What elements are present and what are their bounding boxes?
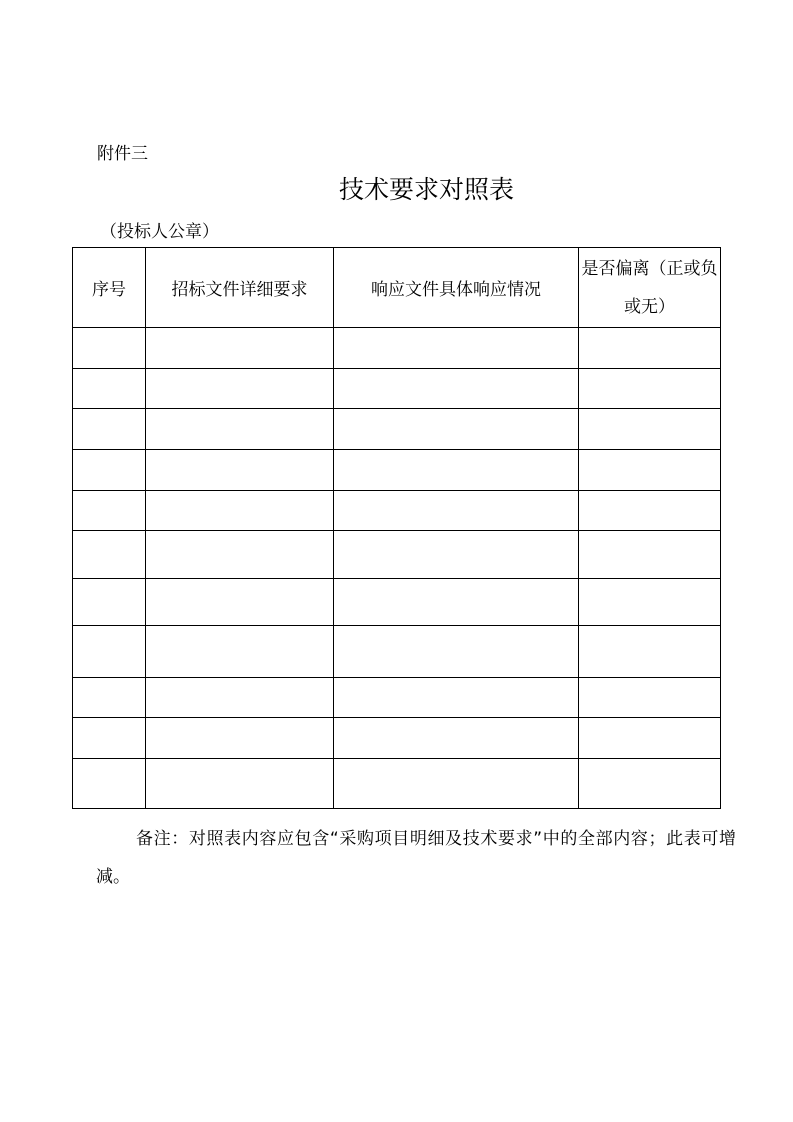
table-cell[interactable] xyxy=(146,450,334,491)
table-row xyxy=(73,369,721,409)
table-cell[interactable] xyxy=(73,626,146,678)
table-cell[interactable] xyxy=(146,369,334,409)
table-cell[interactable] xyxy=(146,328,334,369)
table-cell[interactable] xyxy=(334,678,579,718)
table-row xyxy=(73,678,721,718)
table-row xyxy=(73,531,721,579)
table-cell[interactable] xyxy=(334,579,579,626)
table-cell[interactable] xyxy=(73,491,146,531)
header-index: 序号 xyxy=(73,248,146,328)
table-row xyxy=(73,491,721,531)
table-row xyxy=(73,579,721,626)
header-tender-requirement: 招标文件详细要求 xyxy=(146,248,334,328)
table-cell[interactable] xyxy=(146,678,334,718)
table-cell[interactable] xyxy=(146,409,334,450)
page-title: 技术要求对照表 xyxy=(338,175,514,204)
table-cell[interactable] xyxy=(334,369,579,409)
table-cell[interactable] xyxy=(334,328,579,369)
table-cell[interactable] xyxy=(579,369,721,409)
header-deviation: 是否偏离（正或负或无） xyxy=(579,248,721,328)
table-cell[interactable] xyxy=(73,328,146,369)
table-cell[interactable] xyxy=(334,450,579,491)
table-cell[interactable] xyxy=(73,531,146,579)
table-cell[interactable] xyxy=(146,531,334,579)
table-cell[interactable] xyxy=(73,369,146,409)
table-cell[interactable] xyxy=(579,678,721,718)
table-cell[interactable] xyxy=(73,579,146,626)
table-cell[interactable] xyxy=(146,491,334,531)
header-response: 响应文件具体响应情况 xyxy=(334,248,579,328)
table-note: 备注：对照表内容应包含“采购项目明细及技术要求”中的全部内容；此表可增减。 xyxy=(96,829,736,887)
table-row xyxy=(73,450,721,491)
table-cell[interactable] xyxy=(334,531,579,579)
table-cell[interactable] xyxy=(334,409,579,450)
table-cell[interactable] xyxy=(73,718,146,759)
table-cell[interactable] xyxy=(579,328,721,369)
table-row xyxy=(73,328,721,369)
table-header-row xyxy=(73,248,721,328)
table-cell[interactable] xyxy=(579,531,721,579)
technical-requirements-table xyxy=(72,247,721,809)
table-cell[interactable] xyxy=(579,579,721,626)
table-row xyxy=(73,409,721,450)
table-cell[interactable] xyxy=(579,450,721,491)
table-cell[interactable] xyxy=(579,759,721,809)
table-cell[interactable] xyxy=(334,759,579,809)
table-cell[interactable] xyxy=(73,759,146,809)
table-cell[interactable] xyxy=(579,718,721,759)
table-cell[interactable] xyxy=(73,409,146,450)
table-row xyxy=(73,626,721,678)
attachment-label: 附件三 xyxy=(97,144,148,164)
table-cell[interactable] xyxy=(334,626,579,678)
table-cell[interactable] xyxy=(146,626,334,678)
table-cell[interactable] xyxy=(579,626,721,678)
table-cell[interactable] xyxy=(73,450,146,491)
table-cell[interactable] xyxy=(334,718,579,759)
table-cell[interactable] xyxy=(73,678,146,718)
table-cell[interactable] xyxy=(146,579,334,626)
table-row xyxy=(73,718,721,759)
table-cell[interactable] xyxy=(579,409,721,450)
table-cell[interactable] xyxy=(579,491,721,531)
bidder-seal-label: （投标人公章） xyxy=(100,222,219,242)
table-cell[interactable] xyxy=(146,759,334,809)
table-cell[interactable] xyxy=(146,718,334,759)
table-row xyxy=(73,759,721,809)
table-cell[interactable] xyxy=(334,491,579,531)
